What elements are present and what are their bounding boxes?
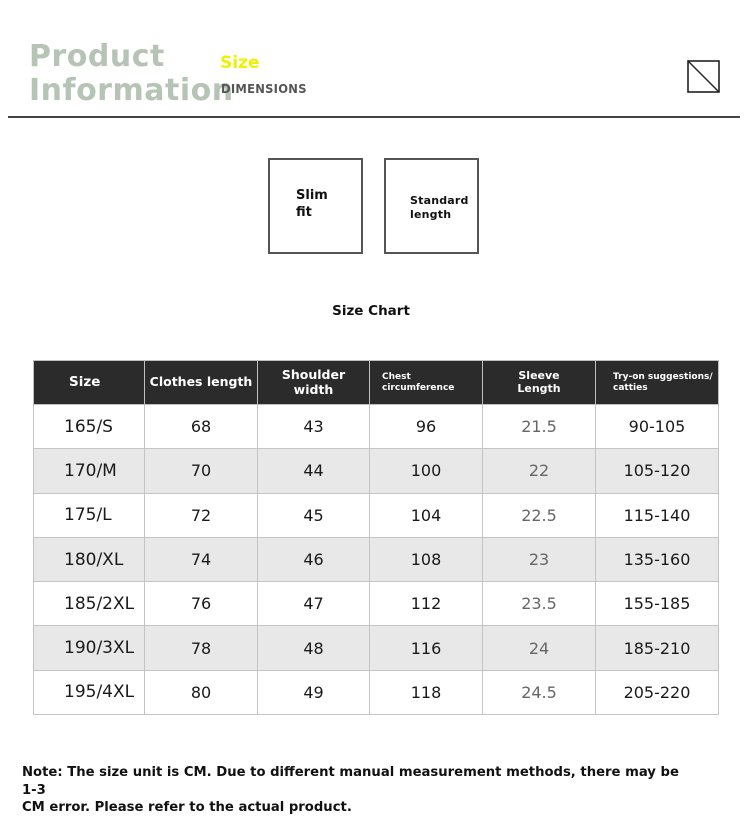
header-clothes-length: Clothes length (145, 361, 258, 405)
standard-length-line1: Standard (410, 194, 469, 207)
dimensions-label: DIMENSIONS (221, 81, 307, 96)
size-chart-title: Size Chart (332, 303, 410, 319)
slim-fit-box (268, 158, 363, 254)
standard-length-box (384, 158, 479, 254)
header-divider (8, 116, 740, 118)
header-shoulder-width (258, 361, 370, 405)
header-chest-line2: circumference (382, 382, 455, 393)
cell-tryon: 105-120 (596, 449, 719, 493)
standard-length-line2: length (410, 208, 452, 222)
size-table (33, 360, 719, 715)
slim-fit-line1: Slim (296, 188, 328, 203)
header-try-on-suggestions (596, 361, 719, 405)
header-tryon-line2: catties (613, 382, 648, 393)
cell-tryon: 185-210 (596, 626, 719, 670)
slim-fit-line2: fit (296, 204, 312, 220)
cell-shoulder: 45 (258, 493, 370, 537)
header-tryon-line1: Try-on suggestions/ (613, 372, 713, 383)
table-row (34, 493, 719, 537)
cell-chest: 108 (370, 537, 483, 581)
cell-shoulder: 43 (258, 405, 370, 449)
cell-shoulder: 49 (258, 670, 370, 714)
cell-tryon: 155-185 (596, 582, 719, 626)
slim-fit-label (296, 188, 328, 222)
cell-tryon: 205-220 (596, 670, 719, 714)
cell-clothes-length: 70 (145, 449, 258, 493)
header-sleeve-length (483, 361, 596, 405)
cell-sleeve: 22 (483, 449, 596, 493)
cell-chest: 96 (370, 405, 483, 449)
cell-size: 165/S (34, 405, 145, 449)
header-chest-line1: Chest (382, 372, 411, 383)
cell-clothes-length: 68 (145, 405, 258, 449)
cell-shoulder: 47 (258, 582, 370, 626)
table-header-row (34, 361, 719, 405)
note-line1: Note: The size unit is CM. Due to different manual measurement methods, there may be 1-3 (22, 765, 679, 798)
cell-clothes-length: 74 (145, 537, 258, 581)
cell-chest: 104 (370, 493, 483, 537)
header-sleeve-line2: Length (517, 381, 561, 395)
table-row (34, 537, 719, 581)
cell-chest: 118 (370, 670, 483, 714)
cell-clothes-length: 72 (145, 493, 258, 537)
header-size: Size (34, 361, 145, 405)
size-chart-title-row (0, 303, 750, 319)
cell-sleeve: 23.5 (483, 582, 596, 626)
cell-size: 175/L (34, 493, 145, 537)
cell-shoulder: 48 (258, 626, 370, 670)
header-chest-circumference (370, 361, 483, 405)
header-shoulder-line1: Shoulder (281, 367, 346, 383)
cell-shoulder: 44 (258, 449, 370, 493)
page-header (0, 0, 750, 120)
standard-length-label (410, 194, 469, 223)
measurement-note (22, 764, 682, 817)
header-sleeve-line1: Sleeve (518, 368, 560, 382)
header-shoulder-line2: width (293, 381, 334, 397)
cell-size: 190/3XL (34, 626, 145, 670)
table-row (34, 670, 719, 714)
cell-size: 195/4XL (34, 670, 145, 714)
cell-clothes-length: 80 (145, 670, 258, 714)
cell-tryon: 90-105 (596, 405, 719, 449)
table-row (34, 626, 719, 670)
cell-chest: 100 (370, 449, 483, 493)
cell-clothes-length: 78 (145, 626, 258, 670)
table-row (34, 582, 719, 626)
cell-sleeve: 21.5 (483, 405, 596, 449)
table-row (34, 405, 719, 449)
cell-size: 185/2XL (34, 582, 145, 626)
cell-sleeve: 24 (483, 626, 596, 670)
cell-shoulder: 46 (258, 537, 370, 581)
diagonal-box-icon (687, 60, 720, 93)
cell-tryon: 135-160 (596, 537, 719, 581)
cell-chest: 112 (370, 582, 483, 626)
cell-tryon: 115-140 (596, 493, 719, 537)
cell-sleeve: 24.5 (483, 670, 596, 714)
size-label: Size (220, 53, 260, 73)
cell-size: 180/XL (34, 537, 145, 581)
title-product: Product (29, 39, 165, 74)
cell-clothes-length: 76 (145, 582, 258, 626)
cell-size: 170/M (34, 449, 145, 493)
cell-sleeve: 22.5 (483, 493, 596, 537)
title-information: Information (29, 73, 234, 108)
cell-chest: 116 (370, 626, 483, 670)
cell-sleeve: 23 (483, 537, 596, 581)
note-line2: CM error. Please refer to the actual product. (22, 800, 352, 815)
table-row (34, 449, 719, 493)
